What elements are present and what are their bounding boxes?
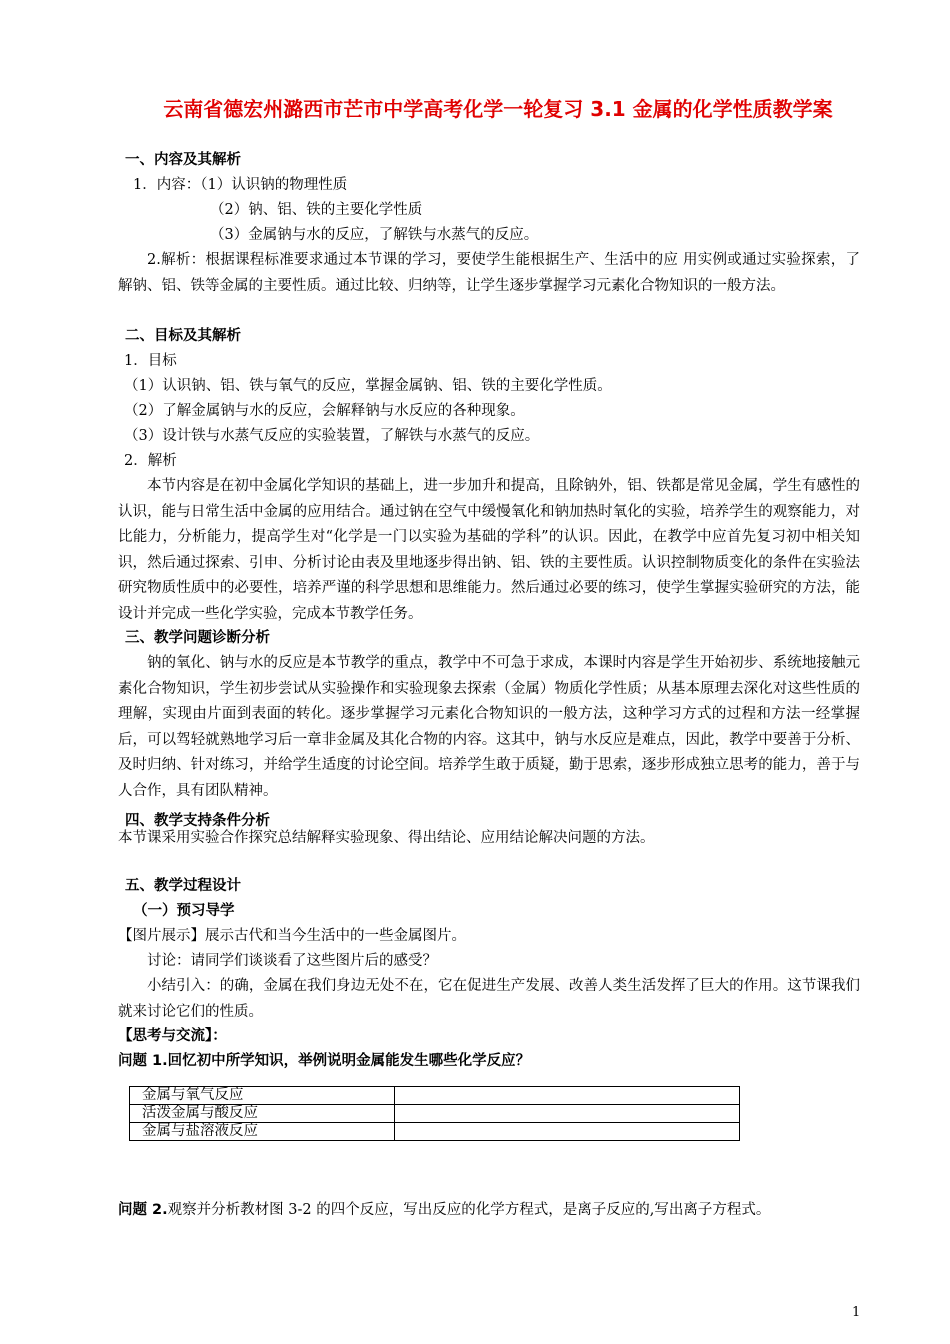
table-cell: 金属与盐溶液反应: [130, 1123, 395, 1141]
content-line-1: 1．内容：（1）认识钠的物理性质: [133, 177, 348, 193]
table-cell-empty[interactable]: [395, 1105, 740, 1123]
document-title: 云南省德宏州潞西市芒市中学高考化学一轮复习 3.1 金属的化学性质教学案: [163, 97, 833, 121]
goal-item-2: （2）了解金属钠与水的反应，会解释钠与水反应的各种现象。: [124, 403, 525, 419]
discussion-line: 讨论：请同学们谈谈看了这些图片后的感受？: [147, 953, 437, 969]
table-cell: 金属与氧气反应: [130, 1087, 395, 1105]
goal-item-1: （1）认识钠、铝、铁与氧气的反应，掌握金属钠、铝、铁的主要化学性质。: [124, 378, 612, 394]
table-cell: 活泼金属与酸反应: [130, 1105, 395, 1123]
question-2-text: 观察并分析教材图 3-2 的四个反应，写出反应的化学方程式，是离子反应的,写出离子方程式。: [167, 1202, 771, 1218]
section-3-heading: 三、教学问题诊断分析: [125, 630, 270, 646]
goal-label: 1．目标: [124, 353, 177, 369]
summary-paragraph: 小结引入：的确，金属在我们身边无处不在，它在促进生产发展、改善人类生活发挥了巨大的作用。这节课我们就来讨论它们的性质。: [118, 978, 860, 1020]
table-cell-empty[interactable]: [395, 1087, 740, 1105]
picture-display-line: 【图片展示】展示古代和当今生活中的一些金属图片。: [118, 928, 466, 944]
table-row: [130, 1105, 740, 1123]
subsection-preview-heading: （一）预习导学: [133, 903, 235, 919]
question-2: [118, 1198, 860, 1223]
table-row: [130, 1087, 740, 1105]
content-line-3: （3）金属钠与水的反应，了解铁与水蒸气的反应。: [210, 227, 539, 243]
section-2-heading: 二、目标及其解析: [125, 328, 241, 344]
question-2-label: 问题 2.: [118, 1202, 168, 1218]
section-4-heading: 四、教学支持条件分析: [125, 813, 270, 829]
page-number: 1: [852, 1305, 861, 1320]
analysis-paragraph-2: 本节内容是在初中金属化学知识的基础上，进一步加升和提高，且除钠外，铝、铁都是常见金属，学生有感性的认识，能与日常生活中金属的应用结合。通过钠在空气中缓慢氧化和钠加热时氧化的实验，培养学生的观察能力，对比能力，分析能力，提高学生对“化学是一门以实验为基础的学科”的认识。因此，在教学中应首先复习初中相关知识，然后通过探索、引申、分析讨论由表及里地逐步得出钠、铝、铁的主要性质。认识控制物质变化的条件在实验法研究物质性质中的必要性，培养严谨的科学思想和思维能力。然后通过必要的练习，使学生掌握实验研究的方法，能设计并完成一些化学实验，完成本节教学任务。: [118, 478, 860, 622]
content-line-2: （2）钠、铝、铁的主要化学性质: [210, 202, 423, 218]
section-1-heading: 一、内容及其解析: [125, 152, 241, 168]
think-exchange-heading: 【思考与交流】：: [118, 1028, 227, 1044]
goal-item-3: （3）设计铁与水蒸气反应的实验装置，了解铁与水蒸气的反应。: [124, 428, 540, 444]
section-5-heading: 五、教学过程设计: [125, 878, 241, 894]
table-row: [130, 1123, 740, 1141]
support-conditions-text: 本节课采用实验合作探究总结解释实验现象、得出结论、应用结论解决问题的方法。: [118, 830, 655, 846]
reaction-table: [129, 1086, 740, 1141]
analysis-label: 2．解析: [124, 453, 177, 469]
table-cell-empty[interactable]: [395, 1123, 740, 1141]
diagnosis-paragraph: 钠的氧化、钠与水的反应是本节教学的重点，教学中不可急于求成，本课时内容是学生开始初步、系统地接触元素化合物知识，学生初步尝试从实验操作和实验现象去探索（金属）物质化学性质；从基本原理去深化对这些性质的理解，实现由片面到表面的转化。逐步掌握学习元素化合物知识的一般方法，这种学习方式的过程和方法一经掌握后，可以驾轻就熟地学习后一章非金属及其化合物的内容。这其中，钠与水反应是难点，因此，教学中要善于分析、及时归纳、针对练习，并给学生适度的讨论空间。培养学生敢于质疑，勤于思索，逐步形成独立思考的能力，善于与人合作，具有团队精神。: [118, 655, 860, 799]
analysis-paragraph-1: 2.解析：根据课程标准要求通过本节课的学习，要使学生能根据生产、生活中的应 用实例或通过实验探索，了解钠、铝、铁等金属的主要性质。通过比较、归纳等，让学生逐步掌握学习元素化合物知识的一般方法。: [118, 252, 860, 294]
question-1: 问题 1.回忆初中所学知识，举例说明金属能发生哪些化学反应？: [118, 1053, 531, 1069]
